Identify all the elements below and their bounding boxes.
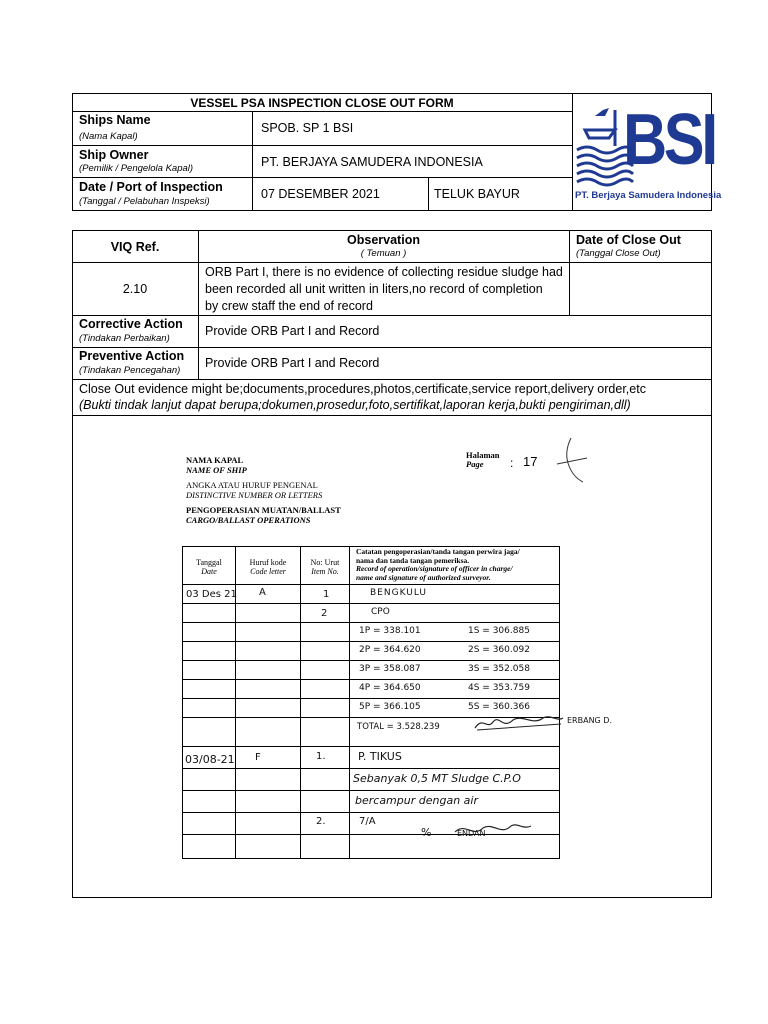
preventive-sub: (Tindakan Pencegahan) [79, 365, 181, 376]
observation-line: been recorded all unit written in liters,no record of completion [205, 282, 543, 296]
log-row-lines [182, 768, 560, 769]
log-row-lines [182, 641, 560, 642]
log-entry: 1P = 338.101 [359, 626, 421, 636]
col-tanggal [185, 558, 233, 576]
log-row-lines [182, 603, 560, 604]
divider [72, 177, 572, 178]
corrective-sub: (Tindakan Perbaikan) [79, 333, 170, 344]
owner-label: Ship Owner [79, 148, 149, 162]
log-entry: 1. [316, 751, 326, 762]
log-entry: 1 [323, 589, 330, 600]
col-no-label: No: Urut [310, 558, 340, 567]
log-entry: bercampur dengan air [355, 794, 478, 807]
log-row-lines [182, 622, 560, 623]
log-row-lines [182, 679, 560, 680]
observation-line: ORB Part I, there is no evidence of collecting residue sludge had [205, 265, 563, 279]
col-item-label: Item No. [311, 567, 339, 576]
owner-value: PT. BERJAYA SAMUDERA INDONESIA [261, 155, 483, 169]
log-entry: 2. [316, 816, 326, 827]
corrective-label-cell [79, 317, 183, 345]
divider [572, 93, 573, 111]
log-entry: 1S = 306.885 [468, 626, 530, 636]
log-entry: ERBANG D. [567, 716, 613, 725]
log-entry: 3P = 358.087 [359, 664, 421, 674]
log-entry: ENDAN [457, 829, 486, 838]
preventive-value: Provide ORB Part I and Record [205, 356, 380, 370]
form-title: VESSEL PSA INSPECTION CLOSE OUT FORM [190, 96, 454, 110]
observation-label: Observation [347, 233, 420, 247]
scan-page-number: 17 [523, 454, 538, 469]
scan-halaman [466, 451, 500, 469]
col-catatan-4: name and signature of authorized surveyor. [356, 572, 491, 582]
divider [72, 145, 572, 146]
scan-page-colon: : [510, 456, 514, 470]
log-row-lines [182, 746, 560, 747]
viq-ref-value: 2.10 [122, 282, 148, 296]
divider [72, 379, 712, 380]
log-entry: 2 [321, 608, 328, 619]
col-catatan [356, 548, 520, 582]
log-entry: 5P = 366.105 [359, 702, 421, 712]
log-entry: 3S = 352.058 [468, 664, 530, 674]
log-row-lines [182, 812, 560, 813]
observation-line: by crew staff the end of record [205, 299, 373, 313]
signature-icon [453, 820, 533, 840]
scan-page-label: Page [466, 459, 484, 469]
scan-header-left [186, 455, 341, 525]
log-entry: 7/A [359, 816, 376, 827]
divider [72, 111, 572, 112]
signature-icon [473, 712, 565, 734]
date-label: Date / Port of Inspection [79, 180, 223, 194]
evidence-line-1: Close Out evidence might be;documents,procedures,photos,certificate,service report,delivery order,etc [79, 382, 646, 396]
date-label-cell [79, 180, 223, 208]
log-entry: 4P = 364.650 [359, 683, 421, 693]
col-catatan-2: nama dan tanda tangan pemeriksa. [356, 555, 470, 565]
scan-cargo: CARGO/BALLAST OPERATIONS [186, 515, 311, 525]
divider [252, 111, 253, 211]
col-catatan-3: Record of operation/signature of officer in charge/ [356, 564, 513, 573]
log-entry: BENGKULU [370, 588, 427, 598]
col-huruf-label: Huruf kode [249, 558, 287, 567]
observation-sub: ( Temuan ) [360, 248, 407, 259]
close-out-label: Date of Close Out [576, 233, 681, 247]
logo-text: BSI [623, 100, 715, 180]
corrective-label: Corrective Action [79, 317, 183, 331]
evidence-text [79, 381, 646, 413]
log-entry: A [259, 587, 266, 598]
log-entry: TOTAL = 3.528.239 [357, 722, 440, 732]
log-entry: 2P = 364.620 [359, 645, 421, 655]
scan-pengoperasian: PENGOPERASIAN MUATAN/BALLAST [186, 505, 341, 515]
col-no [302, 558, 348, 576]
port-value: TELUK BAYUR [434, 187, 520, 201]
divider [428, 177, 429, 211]
log-entry: 03 Des 21 [186, 589, 237, 600]
scan-halaman-label: Halaman [466, 450, 500, 460]
company-logo [575, 100, 722, 208]
log-entry: CPO [371, 607, 390, 617]
divider [72, 347, 712, 348]
preventive-label: Preventive Action [79, 349, 185, 363]
observation-header [198, 233, 569, 260]
close-out-header [576, 233, 681, 260]
ships-name-value: SPOB. SP 1 BSI [261, 121, 354, 135]
date-sub: (Tanggal / Pelabuhan Inspeksi) [79, 196, 210, 207]
col-catatan-1: Catatan pengoperasian/tanda tangan perwira jaga/ [356, 547, 520, 556]
signature-mark-icon [553, 436, 589, 484]
log-entry: 5S = 360.366 [468, 702, 530, 712]
divider [72, 262, 712, 263]
log-entry: % [421, 826, 432, 839]
scan-nama-kapal: NAMA KAPAL [186, 455, 244, 465]
corrective-value: Provide ORB Part I and Record [205, 324, 380, 338]
preventive-label-cell [79, 349, 184, 377]
log-row-lines [182, 698, 560, 699]
evidence-line-2: (Bukti tindak lanjut dapat berupa;dokumen,prosedur,foto,sertifikat,laporan kerja,bukti pengiriman,dll) [79, 398, 631, 412]
owner-sub: (Pemilik / Pengelola Kapal) [79, 163, 194, 174]
divider [572, 111, 573, 211]
scan-angka: ANGKA ATAU HURUF PENGENAL [186, 480, 318, 490]
date-value: 07 DESEMBER 2021 [261, 187, 380, 201]
ships-name-label-cell [79, 113, 151, 143]
log-row-lines [182, 584, 560, 585]
log-entry: Sebanyak 0,5 MT Sludge C.P.O [353, 772, 521, 785]
ships-name-label: Ships Name [79, 113, 151, 127]
logo-caption: PT. Berjaya Samudera Indonesia [575, 190, 722, 201]
divider [72, 315, 712, 316]
log-entry: 03/08-21 [185, 753, 235, 766]
log-entry: 4S = 353.759 [468, 683, 530, 693]
observation-text [205, 264, 563, 315]
divider [569, 230, 570, 315]
scan-distinctive: DISTINCTIVE NUMBER OR LETTERS [186, 490, 323, 500]
scan-name-of-ship: NAME OF SHIP [186, 465, 247, 475]
log-row-lines [182, 660, 560, 661]
col-code-label: Code letter [250, 567, 286, 576]
col-date-label: Date [201, 567, 217, 576]
owner-label-cell [79, 148, 193, 175]
col-tanggal-label: Tanggal [196, 558, 222, 567]
log-entry: P. TIKUS [358, 750, 402, 763]
log-entry: 2S = 360.092 [468, 645, 530, 655]
scanned-oil-record-book [73, 416, 711, 897]
ships-name-sub: (Nama Kapal) [79, 131, 138, 142]
viq-ref-label: VIQ Ref. [110, 240, 160, 254]
close-out-sub: (Tanggal Close Out) [576, 248, 661, 259]
col-huruf [237, 558, 299, 576]
log-row-lines [182, 790, 560, 791]
log-entry: F [255, 752, 261, 763]
